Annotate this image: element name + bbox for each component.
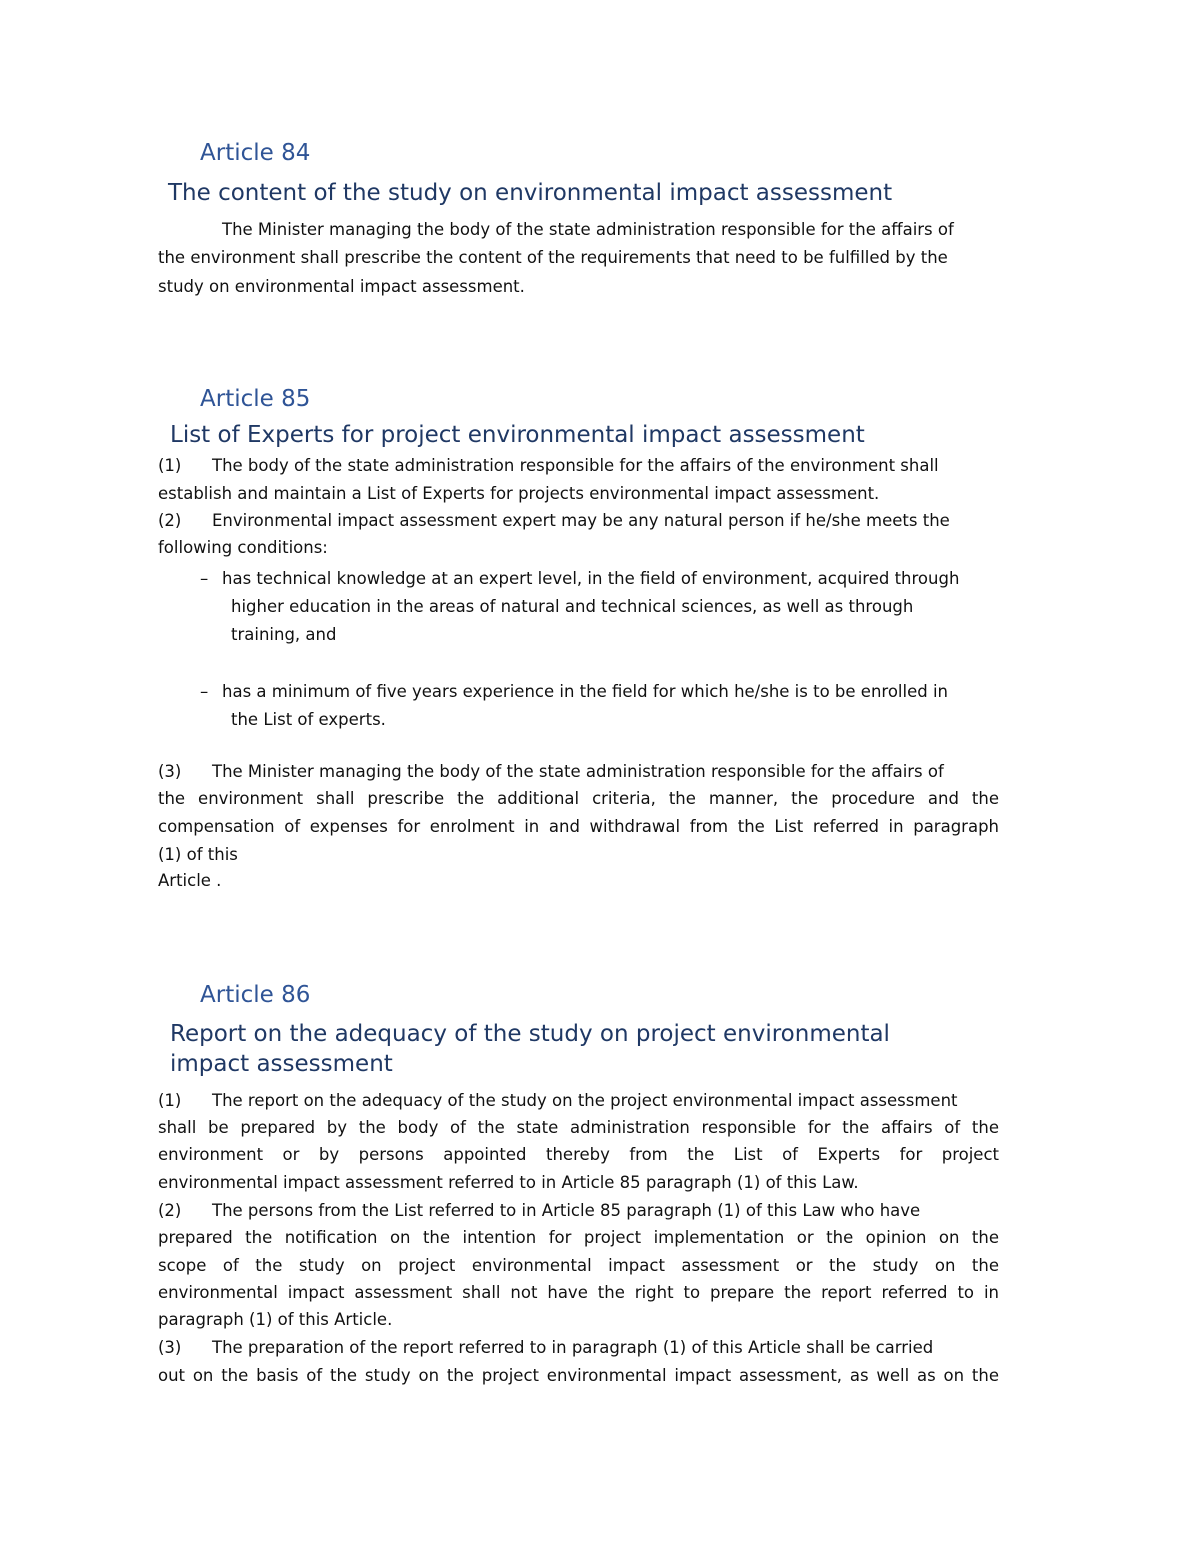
article-84-title: Article 84 bbox=[200, 140, 311, 166]
paragraph-number: (2) bbox=[158, 511, 182, 530]
article-86-title: Article 86 bbox=[200, 982, 311, 1008]
article-84-line: The Minister managing the body of the state administration responsible for the affairs of bbox=[222, 220, 954, 239]
article-85-paragraph-1: (1) The body of the state administration responsible for the affairs of the environment shall bbox=[158, 456, 939, 475]
article-84-subtitle: The content of the study on environmental impact assessment bbox=[168, 180, 893, 206]
article-86-p1-line: shall be prepared by the body of the state administration responsible for the affairs of the bbox=[158, 1118, 999, 1137]
article-85-title: Article 85 bbox=[200, 386, 311, 412]
article-86-p1-line: environmental impact assessment referred to in Article 85 paragraph (1) of this Law. bbox=[158, 1173, 859, 1192]
bullet-2-line: the List of experts. bbox=[231, 710, 386, 729]
article-85-p1-line2: establish and maintain a List of Experts for projects environmental impact assessment. bbox=[158, 484, 880, 503]
bullet-1-line: higher education in the areas of natural and technical sciences, as well as through bbox=[231, 597, 914, 616]
paragraph-number: (1) bbox=[158, 1091, 182, 1110]
bullet-1-line: training, and bbox=[231, 625, 337, 644]
paragraph-number: (2) bbox=[158, 1201, 182, 1220]
article-86-subtitle: impact assessment bbox=[170, 1051, 393, 1077]
article-86-p3-line: out on the basis of the study on the project environmental impact assessment, as well as on the bbox=[158, 1366, 999, 1385]
article-86-p2-line: prepared the notification on the intention for project implementation or the opinion on the bbox=[158, 1228, 999, 1247]
bullet-2-line: has a minimum of five years experience in the field for which he/she is to be enrolled in bbox=[222, 682, 948, 701]
article-86-paragraph-2: (2) The persons from the List referred to in Article 85 paragraph (1) of this Law who have bbox=[158, 1201, 921, 1220]
article-85-paragraph-2: (2) Environmental impact assessment expert may be any natural person if he/she meets the bbox=[158, 511, 950, 530]
article-85-p3-line: Article . bbox=[158, 871, 222, 890]
paragraph-number: (1) bbox=[158, 456, 182, 475]
article-85-p3-line: (1) of this bbox=[158, 845, 238, 864]
article-86-p2-line: paragraph (1) of this Article. bbox=[158, 1310, 393, 1329]
bullet-1-line: has technical knowledge at an expert level, in the field of environment, acquired through bbox=[222, 569, 960, 588]
article-85-p3-line: compensation of expenses for enrolment in and withdrawal from the List referred in paragraph bbox=[158, 817, 999, 836]
article-86-paragraph-3: (3) The preparation of the report referred to in paragraph (1) of this Article shall be carried bbox=[158, 1338, 934, 1357]
bullet-dash-icon: – bbox=[200, 569, 209, 588]
article-85-p2-line2: following conditions: bbox=[158, 538, 328, 557]
article-85-paragraph-3: (3) The Minister managing the body of the state administration responsible for the affairs of bbox=[158, 762, 944, 781]
paragraph-number: (3) bbox=[158, 1338, 182, 1357]
paragraph-number: (3) bbox=[158, 762, 182, 781]
article-86-paragraph-1: (1) The report on the adequacy of the study on the project environmental impact assessment bbox=[158, 1091, 958, 1110]
article-86-p1-line: environment or by persons appointed thereby from the List of Experts for project bbox=[158, 1145, 999, 1164]
article-85-subtitle: List of Experts for project environmental impact assessment bbox=[170, 422, 865, 448]
article-84-line: study on environmental impact assessment. bbox=[158, 277, 525, 296]
article-86-p2-line: scope of the study on project environmental impact assessment or the study on the bbox=[158, 1256, 999, 1275]
article-86-p2-line: environmental impact assessment shall not have the right to prepare the report referred to in bbox=[158, 1283, 999, 1302]
article-86-subtitle: Report on the adequacy of the study on project environmental bbox=[170, 1021, 890, 1047]
bullet-dash-icon: – bbox=[200, 682, 209, 701]
article-84-line: the environment shall prescribe the content of the requirements that need to be fulfilled by the bbox=[158, 248, 948, 267]
article-85-p3-line: the environment shall prescribe the additional criteria, the manner, the procedure and the bbox=[158, 789, 999, 808]
